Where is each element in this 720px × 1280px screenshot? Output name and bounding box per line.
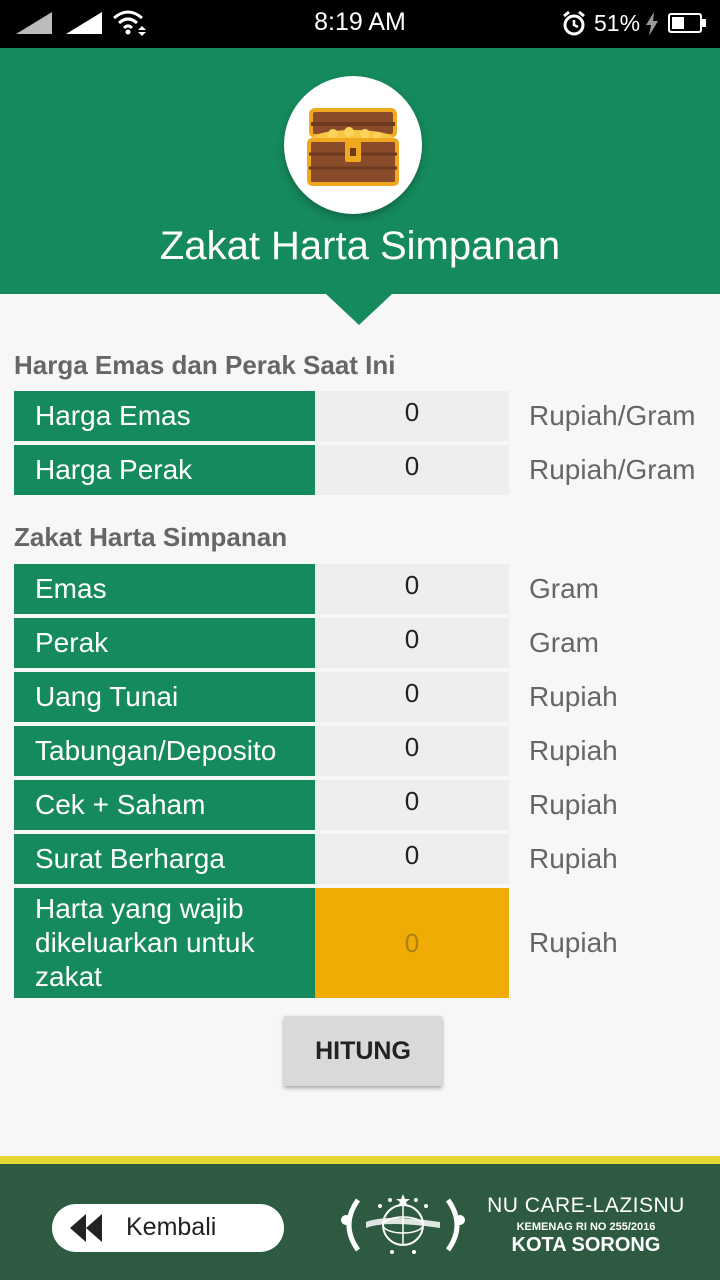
battery-icon [668,13,702,33]
perak-input[interactable]: 0 [315,618,509,668]
row-unit: Rupiah/Gram [529,400,696,431]
row-unit: Gram [529,573,599,604]
org-registration: KEMENAG RI NO 255/2016 [516,1221,656,1233]
charging-icon [645,12,659,36]
row-unit: Gram [529,627,599,658]
row-label: Cek + Saham [14,780,315,830]
emas-input[interactable]: 0 [315,564,509,614]
zakat-result-value: 0 [315,888,509,998]
surat-berharga-input[interactable]: 0 [315,834,509,884]
nu-care-logo-icon [336,1192,470,1258]
row-unit: Rupiah [529,735,618,766]
footer [0,1164,720,1280]
row-label: Emas [14,564,315,614]
page-title: Zakat Harta Simpanan [159,224,561,268]
org-name: NU CARE-LAZISNU [487,1194,685,1217]
alarm-icon [560,10,588,38]
footer-stripe [0,1156,720,1164]
tabungan-deposito-input[interactable]: 0 [315,726,509,776]
header-notch [326,294,392,325]
cek-saham-input[interactable]: 0 [315,780,509,830]
row-label: Tabungan/Deposito [14,726,315,776]
back-button[interactable] [52,1204,284,1252]
row-unit: Rupiah [529,927,618,958]
row-unit: Rupiah/Gram [529,454,696,485]
treasure-chest-icon [305,104,401,188]
uang-tunai-input[interactable]: 0 [315,672,509,722]
status-time: 8:19 AM [314,8,406,36]
hitung-button[interactable]: HITUNG [284,1016,442,1086]
double-chevron-left-icon [68,1213,108,1243]
section-title-prices: Harga Emas dan Perak Saat Ini [14,350,396,380]
row-label: Uang Tunai [14,672,315,722]
back-label: Kembali [126,1213,217,1241]
row-label: Surat Berharga [14,834,315,884]
row-unit: Rupiah [529,681,618,712]
status-bar [0,0,720,48]
row-label: Harga Perak [14,445,315,495]
app-logo [284,76,422,214]
row-label: Perak [14,618,315,668]
row-label: Harga Emas [14,391,315,441]
section-title-assets: Zakat Harta Simpanan [14,522,288,552]
org-city: KOTA SORONG [511,1234,661,1256]
header [0,48,720,294]
row-unit: Rupiah [529,843,618,874]
row-label: Harta yang wajib dikeluarkan untuk zakat [14,888,315,998]
harga-emas-input[interactable]: 0 [315,391,509,441]
harga-perak-input[interactable]: 0 [315,445,509,495]
org-name-block [484,1194,688,1257]
battery-percent: 51% [594,10,641,36]
row-unit: Rupiah [529,789,618,820]
